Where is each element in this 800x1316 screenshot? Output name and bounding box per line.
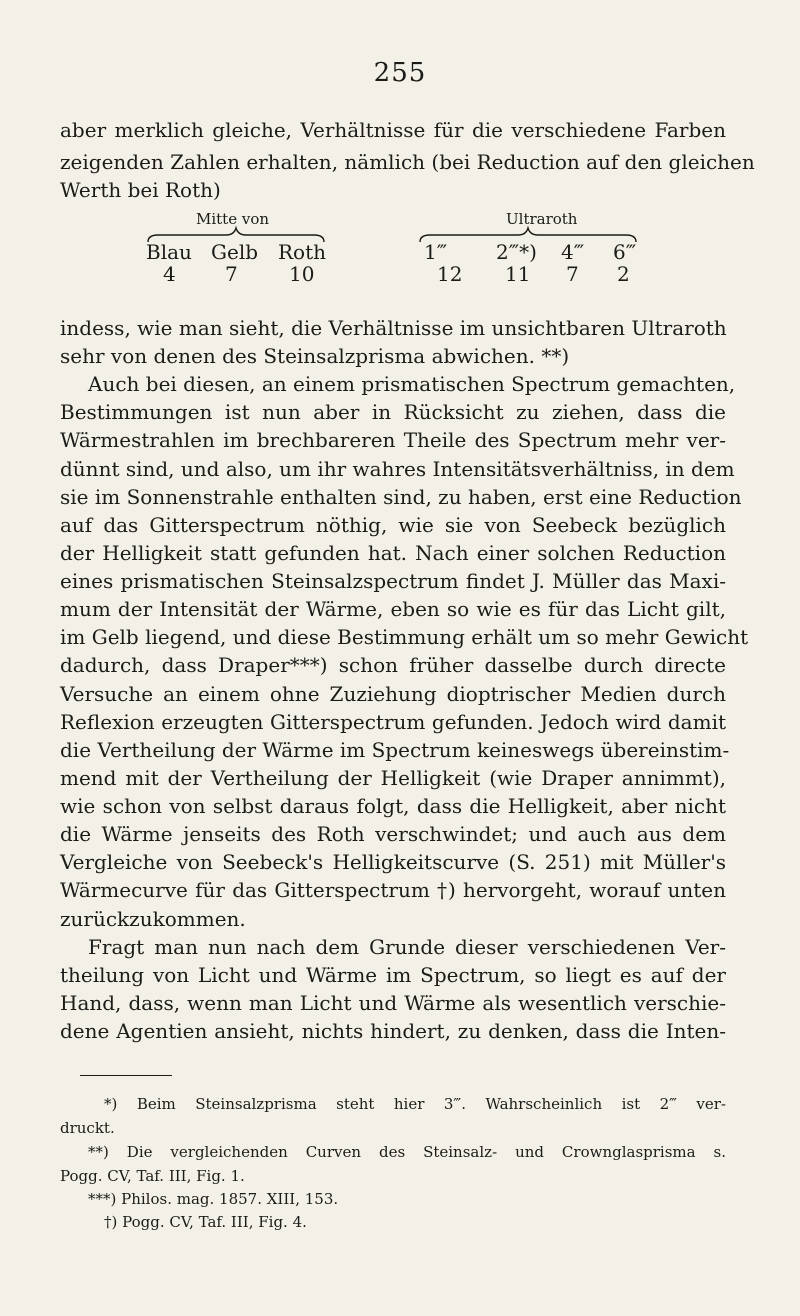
text-line: die Wärme jenseits des Roth verschwindet; und auch aus dem <box>60 822 726 846</box>
text-line: mum der Intensität der Wärme, eben so wie es für das Licht gilt, <box>60 597 726 621</box>
text-line: aber merklich gleiche, Verhältnisse für die verschiedene Farben <box>60 118 726 142</box>
text-line: theilung von Licht und Wärme im Spectrum, so liegt es auf der <box>60 963 726 987</box>
text-line: Fragt man nun nach dem Grunde dieser verschiedenen Ver- <box>88 935 726 959</box>
text-line: zeigenden Zahlen erhalten, nämlich (bei Reduction auf den gleichen <box>60 150 755 174</box>
text-line: Werth bei Roth) <box>60 178 221 202</box>
header-4: 4‴ <box>561 240 585 264</box>
text-line: dünnt sind, und also, um ihr wahres Intensitätsverhältniss, in dem <box>60 457 735 481</box>
footnote: Pogg. CV, Taf. III, Fig. 1. <box>60 1167 245 1185</box>
value-6: 2 <box>617 262 630 286</box>
text-line: eines prismatischen Steinsalzspectrum findet J. Müller das Maxi- <box>60 569 726 593</box>
page-number: 255 <box>373 58 427 88</box>
value-roth: 10 <box>289 262 315 286</box>
footnote: **) Die vergleichenden Curven des Steinsalz- und Crownglasprisma s. <box>88 1143 726 1161</box>
text-line: der Helligkeit statt gefunden hat. Nach einer solchen Reduction <box>60 541 726 565</box>
footnote-rule <box>80 1075 172 1076</box>
ratio-table <box>0 0 800 300</box>
value-gelb: 7 <box>225 262 238 286</box>
text-line: die Vertheilung der Wärme im Spectrum keineswegs übereinstim- <box>60 738 730 762</box>
text-line: Auch bei diesen, an einem prismatischen Spectrum gemachten, <box>88 372 736 396</box>
footnote: druckt. <box>60 1119 115 1137</box>
text-line: sie im Sonnenstrahle enthalten sind, zu haben, erst eine Reduction <box>60 485 742 509</box>
group-label-visible: Mitte von <box>196 210 270 228</box>
text-line: auf das Gitterspectrum nöthig, wie sie von Seebeck bezüglich <box>60 513 726 537</box>
header-roth: Roth <box>278 240 327 264</box>
header-1: 1‴ <box>424 240 448 264</box>
footnote: ***) Philos. mag. 1857. XIII, 153. <box>88 1190 339 1208</box>
text-line: Wärmestrahlen im brechbareren Theile des Spectrum mehr ver- <box>60 428 726 452</box>
text-line: dene Agentien ansieht, nichts hindert, zu denken, dass die Inten- <box>60 1019 726 1043</box>
header-2: 2‴*) <box>496 240 537 264</box>
text-line: Hand, dass, wenn man Licht und Wärme als wesentlich verschie- <box>60 991 726 1015</box>
text-line: dadurch, dass Draper***) schon früher dasselbe durch directe <box>60 653 726 677</box>
header-gelb: Gelb <box>211 240 259 264</box>
value-4: 7 <box>566 262 579 286</box>
text-line: Wärmecurve für das Gitterspectrum †) hervorgeht, worauf unten <box>60 878 726 902</box>
text-line: im Gelb liegend, und diese Bestimmung erhält um so mehr Gewicht <box>60 625 749 649</box>
value-blau: 4 <box>163 262 176 286</box>
value-1: 12 <box>437 262 463 286</box>
text-line: Versuche an einem ohne Zuziehung dioptrischer Medien durch <box>60 682 726 706</box>
text-line: Vergleiche von Seebeck's Helligkeitscurve (S. 251) mit Müller's <box>60 850 726 874</box>
text-line: indess, wie man sieht, die Verhältnisse im unsichtbaren Ultraroth <box>60 316 727 340</box>
group-label-ultraroth: Ultraroth <box>506 210 578 228</box>
footnote: *) Beim Steinsalzprisma steht hier 3‴. Wahrscheinlich ist 2‴ ver- <box>104 1095 726 1113</box>
text-line: Reflexion erzeugten Gitterspectrum gefunden. Jedoch wird damit <box>60 710 726 734</box>
header-6: 6‴ <box>613 240 637 264</box>
text-line: sehr von denen des Steinsalzprisma abwichen. **) <box>60 344 570 368</box>
value-2: 11 <box>505 262 531 286</box>
text-line: zurückzukommen. <box>60 907 246 931</box>
text-line: mend mit der Vertheilung der Helligkeit (wie Draper annimmt), <box>60 766 726 790</box>
header-blau: Blau <box>146 240 192 264</box>
text-line: Bestimmungen ist nun aber in Rücksicht zu ziehen, dass die <box>60 400 726 424</box>
text-line: wie schon von selbst daraus folgt, dass die Helligkeit, aber nicht <box>60 794 726 818</box>
footnote: †) Pogg. CV, Taf. III, Fig. 4. <box>104 1213 307 1231</box>
